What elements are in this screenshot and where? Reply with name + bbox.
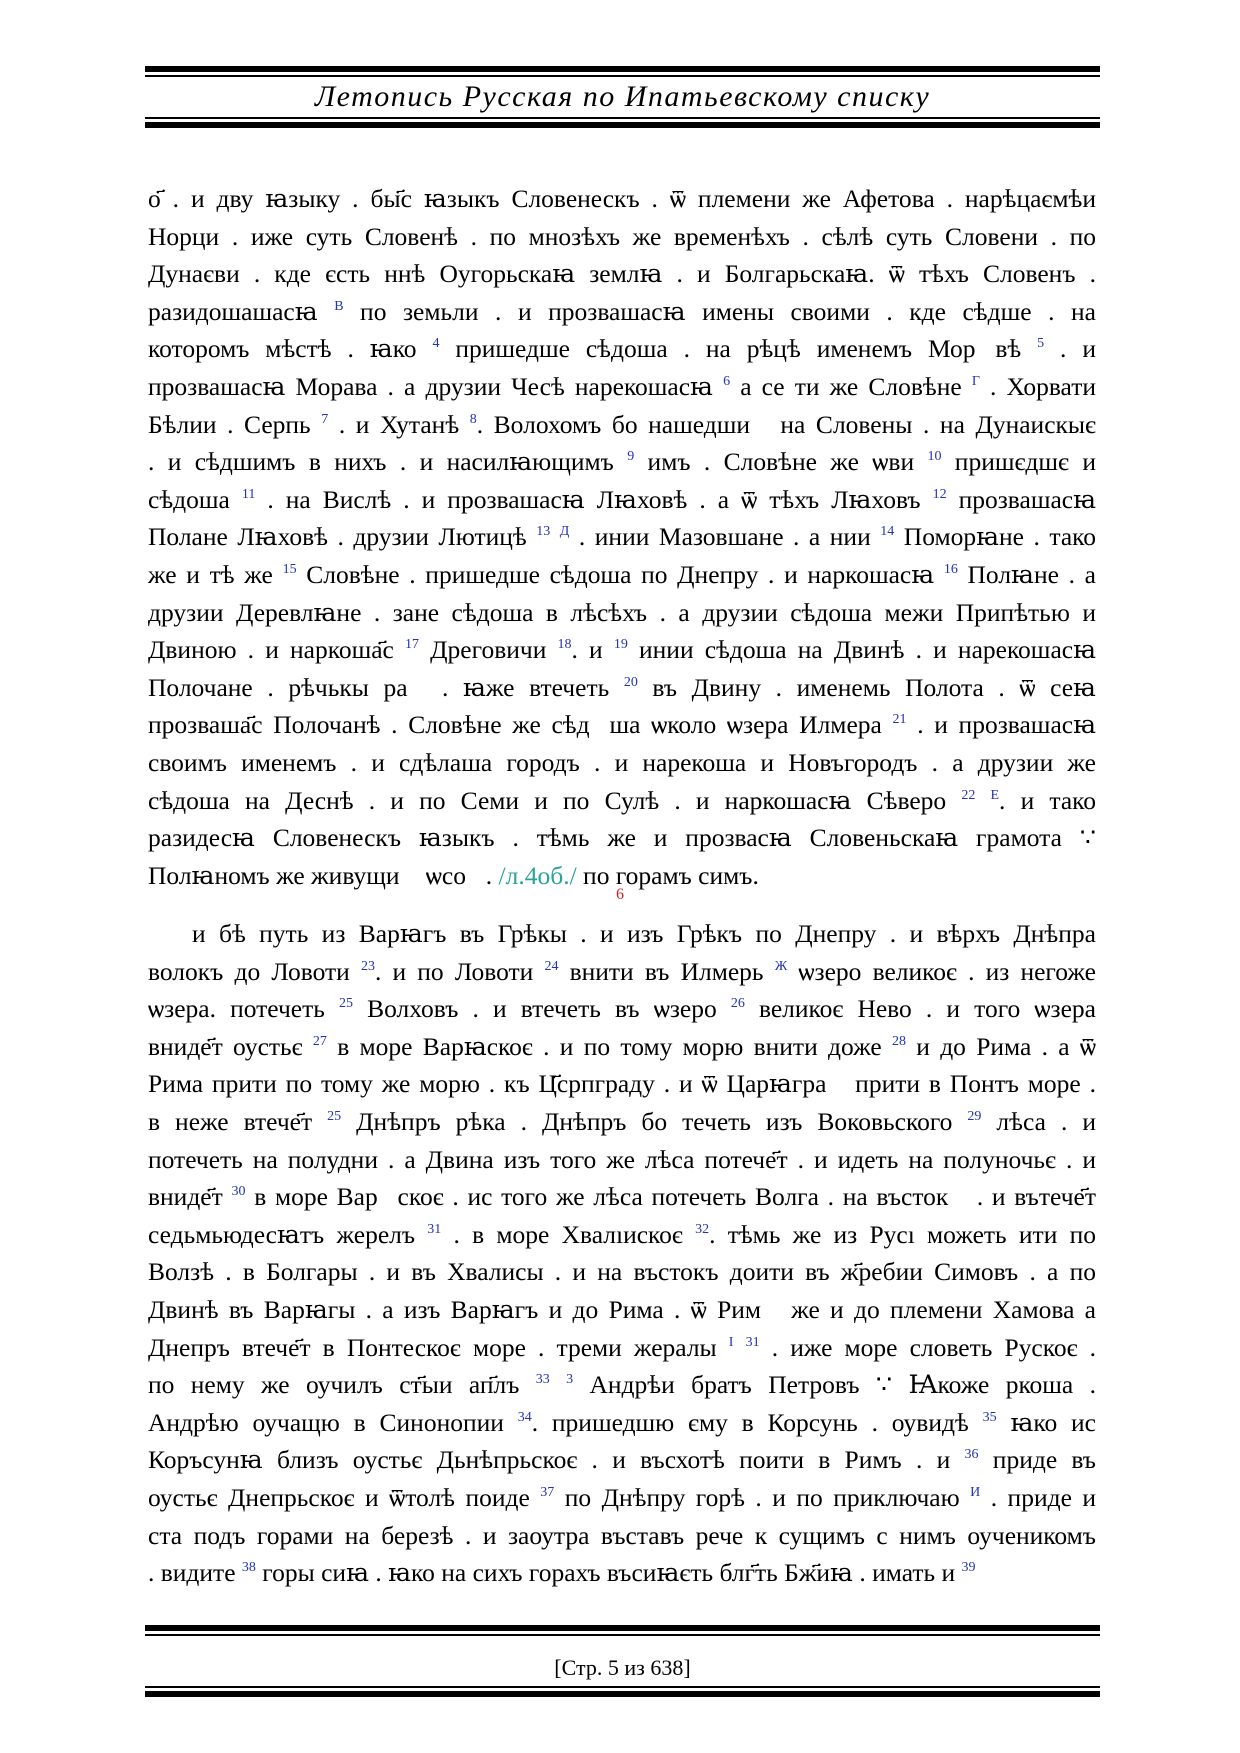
footnote-ref[interactable]: 19 — [613, 637, 628, 653]
text-run: приде въ — [978, 1445, 1096, 1475]
text-line — [148, 556, 1096, 594]
footnote-ref[interactable]: 4 — [432, 336, 440, 352]
text-run: ѡзеро великоє . из негоже — [787, 956, 1096, 986]
text-run: прозвашасꙗ Морава . а друзии Чесѣ нарекошасꙗ — [148, 371, 724, 401]
text-run: Бѣлии . Серпь — [148, 409, 322, 439]
text-run: . и — [1044, 334, 1096, 364]
text-run: вниде҃т — [148, 1182, 232, 1212]
footnote-ref[interactable]: 22 — [961, 787, 976, 803]
footnote-ref[interactable]: 7 — [321, 411, 329, 427]
text-run: Словѣне . пришедше сѣдоша по Днепру . и наркошасꙗ — [296, 559, 944, 589]
text-line — [148, 1554, 1096, 1592]
footer-rule-top-thin — [145, 1634, 1100, 1636]
text-run: Норци . иже суть Словенѣ . по мнозѣхъ же временѣхъ . сѣлѣ суть Словени . по — [148, 221, 1096, 251]
text-run: вниде҃т оустьє — [148, 1031, 313, 1061]
text-run: Андрѣю оучащю в Синонопии — [148, 1407, 518, 1437]
text-run: ста подъ горами на березѣ . и заоутра въставъ рече к сущимъ с нимъ оученикомъ — [148, 1520, 1096, 1550]
text-line — [148, 744, 1096, 782]
text-run: Полане Лꙗховѣ . друзии Лютицѣ — [148, 522, 537, 552]
text-run: по земьли . и прозвашасꙗ имены своими . кде сѣдше . на — [343, 296, 1096, 326]
header-rule-top — [145, 66, 1100, 72]
text-run: . и сѣдшимъ в нихъ . и насилꙗющимъ — [148, 447, 628, 477]
footnote-ref[interactable]: 37 — [540, 1484, 555, 1500]
text-line — [148, 443, 1096, 481]
text-run: горы сиꙗ . ꙗко на сихъ горахъ въсиꙗєть блг҃ть Бж҃иꙗ . имать и — [255, 1558, 962, 1588]
text-run: Днѣпръ рѣка . Днѣпръ бо течеть изъ Воковьского — [341, 1106, 968, 1136]
manuscript-page-marker: 6 — [616, 886, 624, 903]
footnote-ref[interactable]: 23 — [360, 958, 375, 974]
footnote-ref[interactable]: 14 — [880, 524, 895, 540]
text-line — [148, 1441, 1096, 1479]
footnote-ref[interactable]: 25 — [339, 996, 354, 1012]
text-run: и до Рима . а ѿ — [905, 1031, 1096, 1061]
text-line — [148, 1178, 1096, 1216]
footnote-ref[interactable]: 6 — [723, 373, 731, 389]
header-rule-top-thin — [145, 75, 1100, 77]
text-run: в море Варꙗскоє . и по тому морю внити доже — [326, 1031, 892, 1061]
footnote-ref[interactable]: 18 — [557, 637, 572, 653]
footnote-ref[interactable]: 39 — [961, 1560, 976, 1576]
text-run: ꙗко ис — [996, 1407, 1096, 1437]
text-line — [148, 481, 1096, 519]
text-run: . Хорвати — [979, 371, 1096, 401]
footnote-ref[interactable]: 12 — [932, 486, 947, 502]
text-run: Полꙗномъ же живущиⷨ ѡсоⷠ. — [148, 860, 499, 890]
text-run: внити въ Илмерь — [558, 956, 775, 986]
text-run: Двиною . и наркоша҃с — [148, 635, 405, 665]
text-line — [148, 990, 1096, 1028]
footer-rule-bottom — [145, 1691, 1100, 1697]
text-run: Днепръ втече҃т в Понтескоє море . треми жералы — [148, 1332, 729, 1362]
text-run: в неже втече҃т — [148, 1106, 328, 1136]
footnote-ref[interactable]: 35 — [982, 1409, 997, 1425]
folio-marker: /л.4об./ — [498, 860, 577, 890]
text-line — [148, 330, 1096, 368]
footnote-ref[interactable]: Ж — [774, 958, 788, 974]
text-run: . в море Хвалıискоє — [441, 1219, 696, 1249]
header-rule-bottom-thin — [145, 117, 1100, 119]
footer-rule-bottom-thin — [145, 1686, 1100, 1688]
text-run: имъ . Словѣне же ѡви — [634, 447, 928, 477]
footnote-ref[interactable]: 20 — [623, 674, 638, 690]
text-run: . иже море словеть Рускоє . — [759, 1332, 1097, 1362]
footnote-ref[interactable]: І — [728, 1334, 734, 1350]
footnote-ref[interactable]: 27 — [312, 1033, 327, 1049]
text-run: Дунаєви . кде єсть ннѣ Оугорьскаꙗ землꙗ . и Болгарьскаꙗ. ѿ тѣхъ Словенъ . — [148, 259, 1096, 289]
text-line — [148, 819, 1096, 857]
footnote-ref[interactable]: 11 — [241, 486, 256, 502]
text-run — [975, 786, 990, 815]
text-run: . и — [571, 635, 614, 665]
footnote-ref[interactable]: В — [334, 298, 344, 314]
text-run: Полочане . рѣчькы раⷣ . ꙗже втечеть — [148, 672, 624, 702]
text-run: Волзѣ . в Болгары . и въ Хвалисы . и на въстокъ доити въ ж҃ребии Симовъ . а по — [148, 1257, 1096, 1287]
text-line — [148, 1065, 1096, 1103]
text-run: своимъ именемъ . и сдѣлаша городъ . и нарекоша и Новъгородъ . а друзии же — [148, 747, 1096, 777]
text-line — [148, 594, 1096, 632]
text-run: в море Варⷽскоє . ис того же лѣса потечеть Волга . на въстокⷪ . и вътече҃т — [245, 1182, 1096, 1212]
footer-rule-top — [145, 1625, 1100, 1631]
text-run — [550, 522, 560, 551]
text-line — [148, 1028, 1096, 1066]
text-line — [148, 1103, 1096, 1141]
text-run: по Днѣпру горѣ . и по приключаю — [554, 1482, 971, 1512]
text-run — [733, 1333, 745, 1362]
text-run: прозваша҃с Полочанѣ . Словѣне же сѣдⷪша ѡколо ѡзера Илмера — [148, 710, 893, 740]
footnote-ref[interactable]: 8 — [469, 411, 477, 427]
page-number-footer: [Стр. 5 из 638] — [554, 1655, 691, 1680]
footnote-ref[interactable]: Е — [990, 787, 1000, 803]
text-run: великоє Нево . и того ѡзера — [744, 994, 1096, 1024]
text-line — [148, 953, 1096, 991]
footnote-ref[interactable]: И — [970, 1484, 981, 1500]
text-run: . видите — [148, 1558, 242, 1588]
footnote-ref[interactable]: 33 — [535, 1372, 550, 1388]
text-run: пришєдшє и — [941, 447, 1096, 477]
text-line — [148, 255, 1096, 293]
footnote-ref[interactable]: 3 — [566, 1372, 574, 1388]
text-run: ѡзера. потечеть — [148, 994, 340, 1024]
footnote-ref[interactable]: 30 — [231, 1184, 246, 1200]
footnote-ref[interactable]: 25 — [327, 1108, 342, 1124]
text-run: . инии Мазовшане . а нии — [569, 522, 881, 552]
text-run: . тѣмь же из Русı можеть ити по — [709, 1219, 1096, 1249]
text-run: которомъ мѣстѣ . ꙗко — [148, 334, 433, 364]
text-run: и бѣ путь из Варꙗгъ въ Грѣкы . и изъ Грѣкъ по Днепру . и вѣрхъ Днѣпра — [192, 919, 1096, 948]
text-run: Двинѣ въ Варꙗгы . а изъ Варꙗгъ и до Рима . ѿ Римⷶ же и до племени Хамова а — [148, 1294, 1096, 1324]
footnote-ref[interactable]: 29 — [967, 1108, 982, 1124]
footnote-ref[interactable]: 36 — [964, 1447, 979, 1463]
text-line — [148, 293, 1096, 331]
text-run: . и тако — [999, 785, 1097, 815]
text-line — [148, 706, 1096, 744]
text-run: . и прозвашасꙗ — [906, 710, 1096, 740]
text-line — [148, 669, 1096, 707]
text-run: волокъ до Ловоти — [148, 956, 361, 986]
text-run: Рима прити по тому же морю . къ Ц҃српграду . и ѿ Царꙗграⷣ прити в Понтъ море . — [148, 1069, 1096, 1099]
text-run: . приде и — [980, 1482, 1096, 1512]
text-run: по горамъ симъ. — [576, 860, 759, 890]
text-line — [148, 518, 1096, 556]
text-line — [148, 180, 1096, 218]
text-run: Коръсунꙗ близъ оустьє Дьнѣпрьскоє . и въсхотѣ поити в Римъ . и — [148, 1445, 965, 1475]
footnote-ref[interactable]: 21 — [892, 712, 907, 728]
text-run — [550, 1370, 566, 1399]
text-line — [148, 1329, 1096, 1367]
text-line — [148, 782, 1096, 820]
text-run: о҃ . и дву ꙗзыку . бы҃с ꙗзыкъ Словенескъ . ѿ племени же Афетова . нарѣцаємѣи — [148, 184, 1096, 213]
footnote-ref[interactable]: Г — [971, 373, 980, 389]
footnote-ref[interactable]: 16 — [943, 561, 958, 577]
footnote-ref[interactable]: 28 — [891, 1033, 906, 1049]
footnote-ref[interactable]: 10 — [927, 449, 942, 465]
text-line — [148, 1479, 1096, 1517]
text-line — [148, 1291, 1096, 1329]
text-run: по нему же оучилъ ст҃ыи ап҃лъ — [148, 1370, 536, 1400]
text-run: Андрѣи братъ Петровъ ∵ Ꙗкоже ркоша . — [573, 1370, 1096, 1400]
text-line — [148, 1141, 1096, 1179]
footnote-ref[interactable]: Д — [559, 524, 570, 540]
header-rule-bottom — [145, 122, 1100, 128]
text-line — [148, 1253, 1096, 1291]
footnote-ref[interactable]: 13 — [536, 524, 551, 540]
text-run: потечеть на полудни . а Двина изъ того же лѣса потече҃т . и идеть на полуночьє . и — [148, 1144, 1096, 1174]
footnote-ref[interactable]: 17 — [405, 637, 419, 653]
text-run: седьмьюдесꙗтъ жерелъ — [148, 1219, 428, 1249]
text-run: Полꙗне . а — [957, 559, 1096, 589]
text-run: Поморꙗне . тако — [894, 522, 1097, 552]
text-run: пришедше сѣдоша . на рѣцѣ именемъ Морⷡвѣ — [439, 334, 1038, 364]
page-header-title: Летопись Русская по Ипатьевскому списку — [314, 80, 931, 113]
text-line — [148, 1517, 1096, 1555]
footnote-ref[interactable]: 5 — [1037, 336, 1045, 352]
footnote-ref[interactable]: 38 — [241, 1560, 256, 1576]
text-run: друзии Деревлꙗне . зане сѣдоша в лѣсѣхъ . а друзии сѣдоша межи Припѣтью и — [148, 597, 1096, 627]
text-run: Волховъ . и втечеть въ ѡзеро — [353, 994, 731, 1024]
footnote-ref[interactable]: 31 — [427, 1221, 442, 1237]
text-run: же и тѣ же — [148, 559, 283, 589]
text-run: разидесꙗ Словенескъ ꙗзыкъ . тѣмь же и прозвасꙗ Словеньскаꙗ грамота ∵ — [148, 823, 1096, 853]
footnote-ref[interactable]: 15 — [282, 561, 297, 577]
text-line — [148, 1216, 1096, 1254]
text-line — [148, 1366, 1096, 1404]
text-line — [148, 915, 1096, 953]
text-run: оустьє Днепрьскоє и ѿтолѣ поиде — [148, 1482, 541, 1512]
text-run: . и Хутанѣ — [328, 409, 470, 439]
footnote-ref[interactable]: 31 — [745, 1334, 760, 1350]
chronicle-paragraph-2 — [148, 915, 1096, 1592]
text-run: . на Вислѣ . и прозвашасꙗ Лꙗховѣ . а ѿ тѣхъ Лꙗховъ — [255, 484, 933, 514]
text-run: . пришедшю єму в Корсунь . оувидѣ — [531, 1407, 983, 1437]
text-run: . Волохомъ бо нашедшиⷨ на Словены . на Дунаискыє — [476, 409, 1096, 439]
text-run: въ Двину . именемь Полота . ѿ сеꙗ — [637, 672, 1096, 702]
text-line — [148, 218, 1096, 256]
text-run: прозвашасꙗ — [946, 484, 1097, 514]
footnote-ref[interactable]: 9 — [627, 449, 635, 465]
footnote-ref[interactable]: 26 — [730, 996, 745, 1012]
text-run: а се ти же Словѣне — [730, 371, 972, 401]
text-run: сѣдоша — [148, 484, 242, 514]
text-run: инии сѣдоша на Двинѣ . и нарекошасꙗ — [627, 635, 1096, 665]
text-line — [148, 406, 1096, 444]
footnote-ref[interactable]: 24 — [544, 958, 559, 974]
text-line — [148, 368, 1096, 406]
text-line — [148, 1404, 1096, 1442]
text-run: сѣдоша на Деснѣ . и по Семи и по Сулѣ . и наркошасꙗ Сѣверо — [148, 785, 962, 815]
text-run: Дреговичи — [419, 635, 558, 665]
text-line — [148, 631, 1096, 669]
text-run: разидошашасꙗ — [148, 296, 335, 326]
footnote-ref[interactable]: 34 — [517, 1409, 532, 1425]
text-run: лѣса . и — [981, 1106, 1096, 1136]
chronicle-paragraph-1 — [148, 180, 1096, 894]
text-run: . и по Ловоти — [374, 956, 545, 986]
footnote-ref[interactable]: 32 — [695, 1221, 710, 1237]
